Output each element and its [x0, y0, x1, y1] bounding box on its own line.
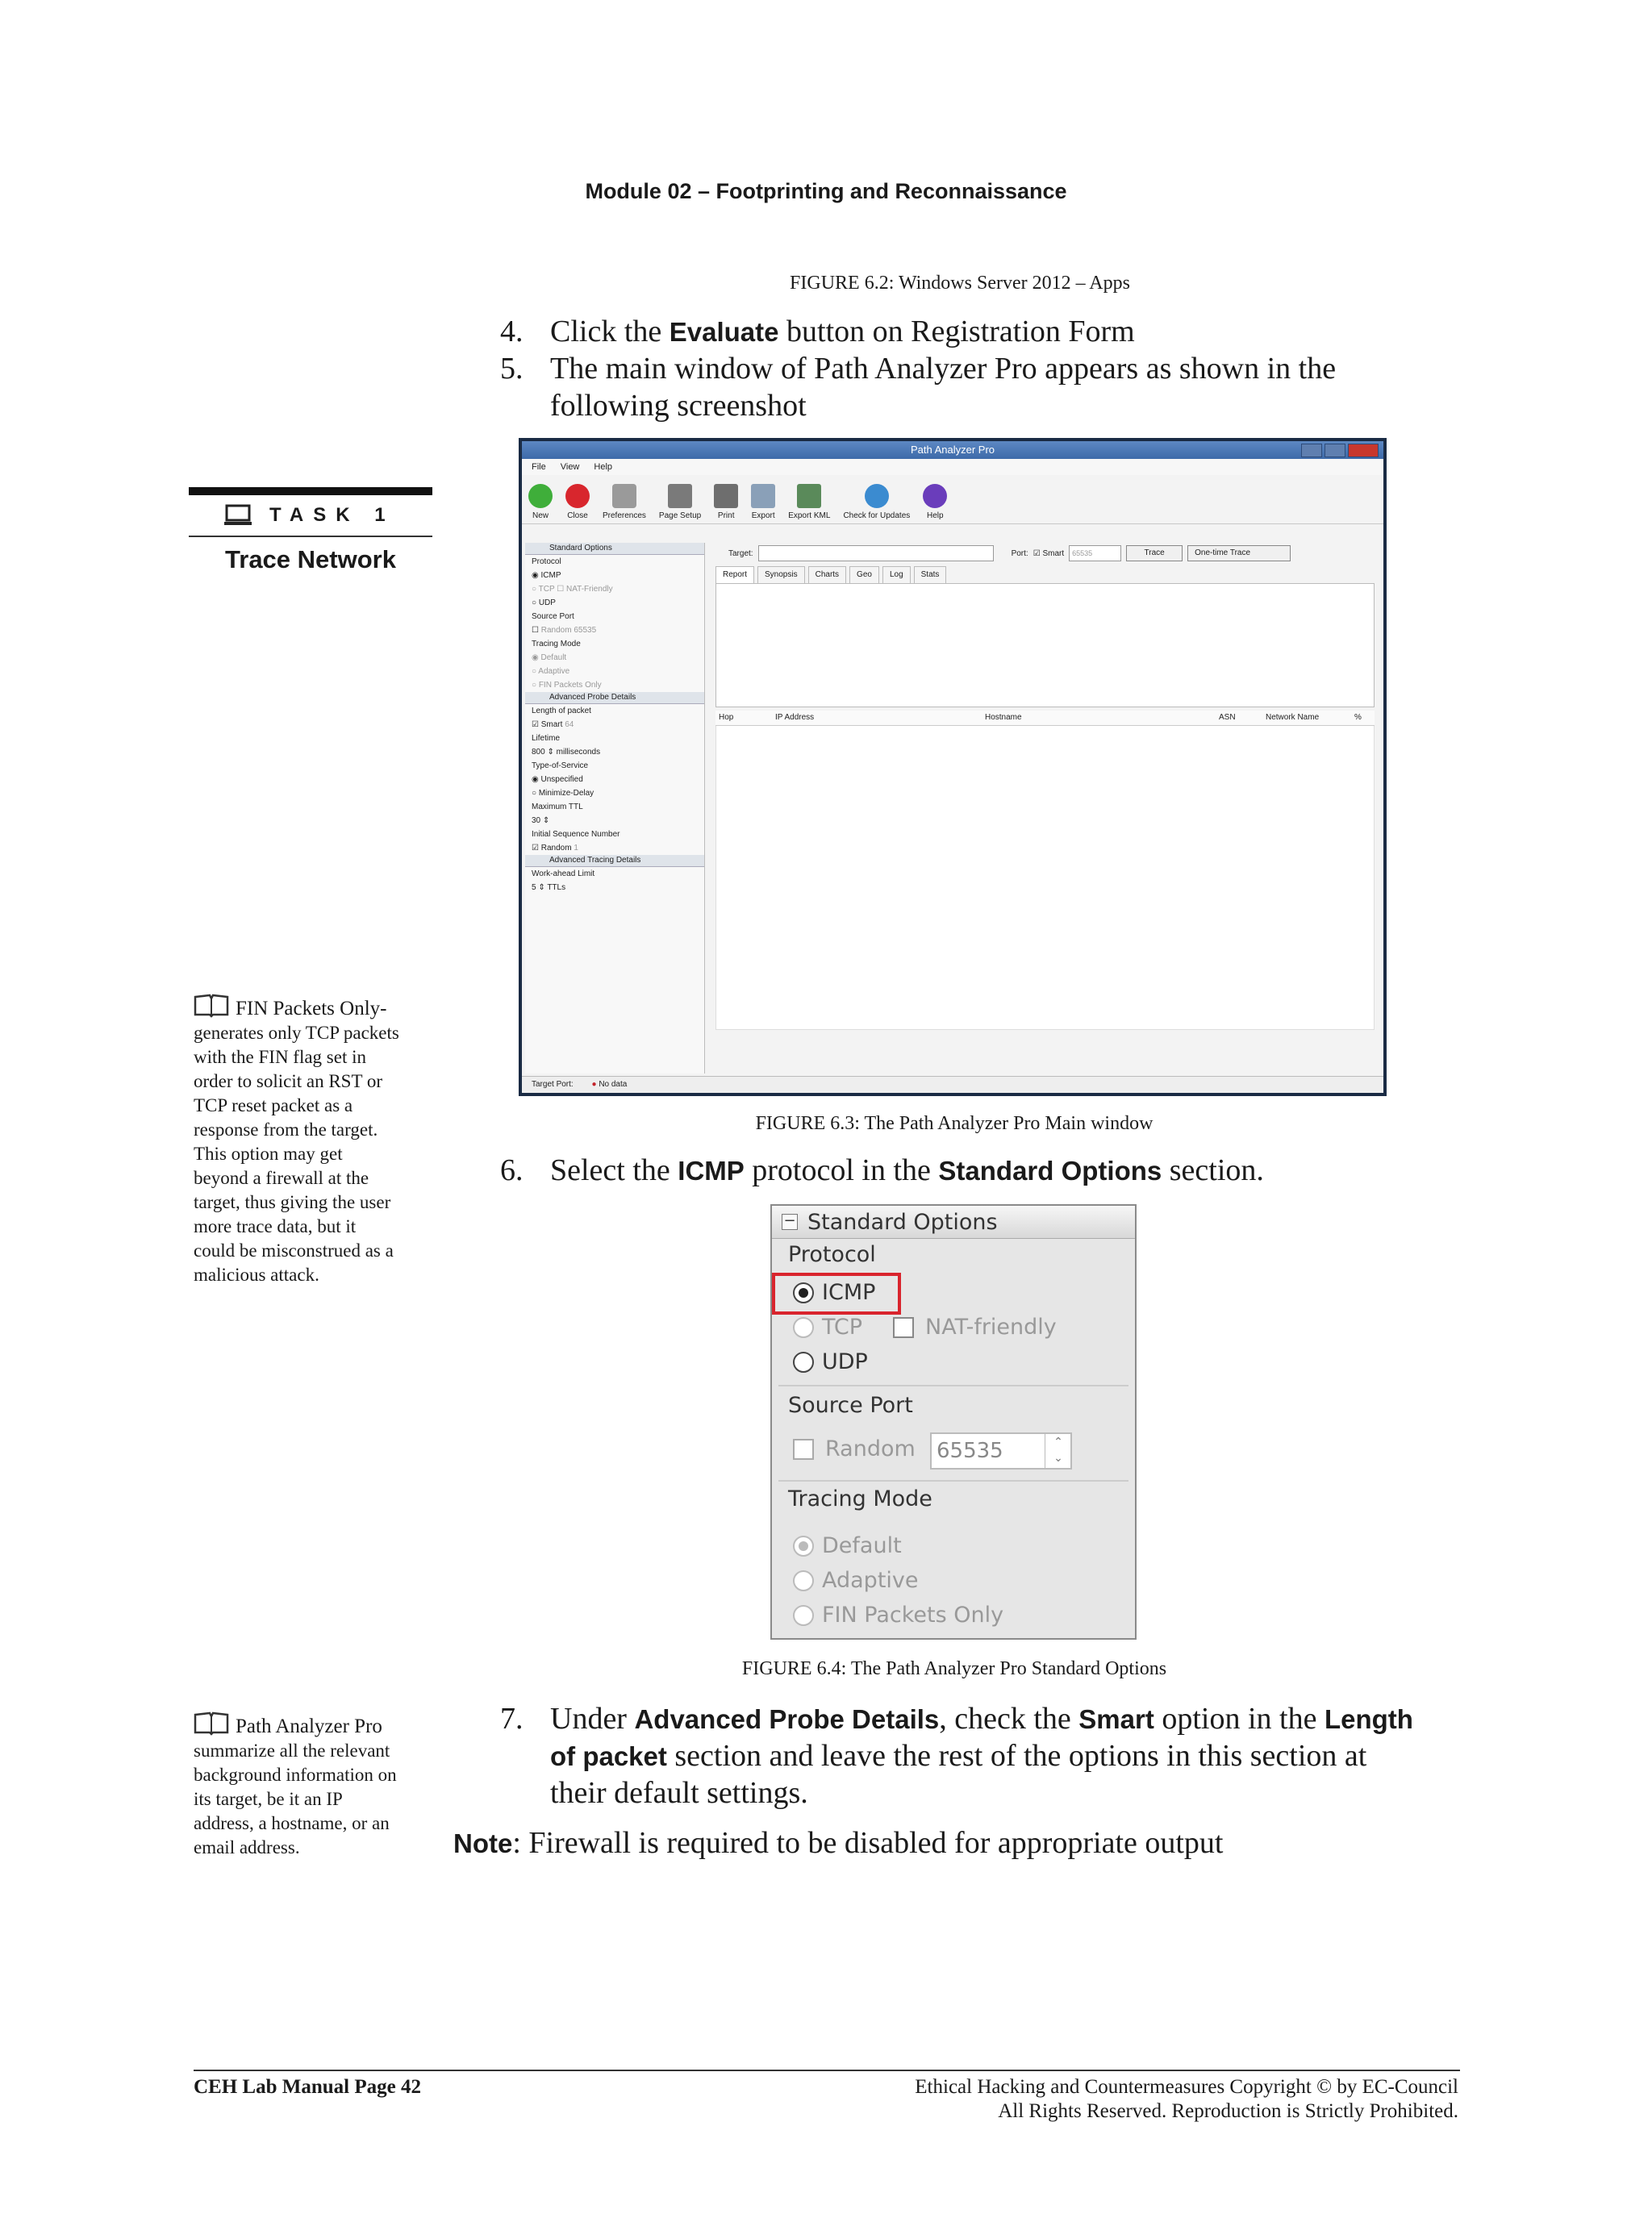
path-note-lead: Path Analyzer Pro	[236, 1716, 382, 1737]
fin-note-line: This option may get	[194, 1144, 343, 1164]
toolbar-label: Page Setup	[658, 511, 702, 520]
step-5-number: 5.	[500, 352, 524, 386]
advanced-tracing-group[interactable]: Advanced Tracing Details	[525, 855, 704, 867]
advanced-probe-keyword: Advanced Probe Details	[634, 1704, 940, 1734]
menu-help[interactable]: Help	[594, 462, 613, 472]
figure-6-3-caption: FIGURE 6.3: The Path Analyzer Pro Main window	[755, 1113, 1153, 1134]
col-asn[interactable]: ASN	[1219, 713, 1236, 722]
checkbox-icon	[793, 1439, 814, 1460]
fin-note-line: target, thus giving the user	[194, 1192, 391, 1212]
step-4	[500, 313, 1468, 350]
figure-6-4-caption: FIGURE 6.4: The Path Analyzer Pro Standard Options	[741, 1658, 1167, 1679]
step-5-line-1: The main window of Path Analyzer Pro appears as shown in the	[550, 352, 1337, 386]
udp-radio[interactable]: UDP	[793, 1349, 868, 1374]
toolbar-label: Close	[567, 511, 588, 520]
toolbar-label: New	[532, 511, 549, 520]
standard-options-keyword: Standard Options	[938, 1156, 1162, 1186]
help-icon	[923, 484, 947, 508]
step-7-number: 7.	[500, 1702, 524, 1736]
adaptive-mode-option[interactable]: ○ Adaptive	[532, 667, 570, 676]
results-pane	[712, 543, 1378, 1074]
preferences-button[interactable]	[603, 484, 646, 523]
port-spinner-icon[interactable]: ⌃ ⌄	[1045, 1434, 1071, 1468]
adaptive-radio[interactable]: Adaptive	[793, 1568, 919, 1593]
report-tabs	[712, 564, 1378, 583]
fin-note-line: generates only TCP packets	[194, 1023, 399, 1043]
kml-icon	[797, 484, 821, 508]
plus-icon	[528, 484, 553, 508]
tracing-mode-label: Tracing Mode	[532, 640, 581, 648]
new-button[interactable]	[528, 484, 553, 523]
status-bar	[522, 1076, 1383, 1093]
step-7-line-2: section and leave the rest of the options in this section at	[666, 1739, 1367, 1773]
hop-table-header	[715, 711, 1375, 726]
path-analyzer-main-window	[519, 438, 1387, 1096]
step-5	[500, 350, 1468, 424]
step-4-number: 4.	[500, 315, 524, 348]
section-divider	[778, 1480, 1128, 1482]
col-percent[interactable]: %	[1354, 713, 1362, 722]
globe-icon	[865, 484, 889, 508]
step-6-number: 6.	[500, 1153, 524, 1187]
page-setup-icon	[668, 484, 692, 508]
path-note-line: address, a hostname, or an	[194, 1813, 390, 1833]
footer-rule	[194, 2070, 1460, 2071]
icmp-option[interactable]: ◉ ICMP	[532, 571, 561, 580]
export-button[interactable]	[751, 484, 775, 523]
report-area	[715, 583, 1375, 707]
status-no-data: No data	[599, 1080, 628, 1089]
standard-options-group[interactable]: Standard Options	[525, 543, 704, 555]
note-text: : Firewall is required to be disabled for appropriate output	[512, 1826, 1224, 1860]
fin-note-line: more trace data, but it	[194, 1216, 357, 1236]
toolbar-label: Check for Updates	[843, 511, 911, 520]
lifetime-label: Lifetime	[532, 734, 561, 743]
target-label: Target:	[728, 548, 753, 558]
toolbar-label: Preferences	[603, 511, 646, 520]
source-port-label: Source Port	[532, 612, 574, 621]
status-target-port: Target Port:	[532, 1080, 574, 1089]
radio-icon	[793, 1317, 814, 1338]
default-radio[interactable]: Default	[793, 1533, 902, 1558]
page-setup-button[interactable]	[659, 484, 701, 523]
step-6-post: section.	[1162, 1153, 1264, 1187]
footer-left: CEH Lab Manual Page 42	[194, 2076, 421, 2098]
max-ttl-field[interactable]: 30 ⇕	[532, 816, 550, 825]
length-label: Length of packet	[532, 707, 591, 715]
close-button[interactable]	[565, 484, 590, 523]
icmp-radio[interactable]: ICMP	[793, 1280, 875, 1305]
export-icon	[751, 484, 775, 508]
toolbar-label: Export KML	[788, 511, 831, 520]
menu-file[interactable]: File	[532, 462, 546, 472]
port-field[interactable]: 65535	[1069, 545, 1121, 561]
app-toolbar	[522, 475, 1383, 524]
tos-label: Type-of-Service	[532, 761, 589, 770]
fin-note-line: beyond a firewall at the	[194, 1168, 369, 1188]
col-hop[interactable]: Hop	[719, 713, 734, 722]
app-titlebar	[522, 441, 1383, 459]
step-7-mid-2: option in the	[1153, 1702, 1325, 1736]
toolbar-label: Help	[926, 511, 944, 520]
step-7	[500, 1700, 1549, 1812]
note-label: Note	[453, 1828, 513, 1858]
port-smart-checkbox[interactable]: ☑ Smart	[1032, 548, 1065, 558]
col-network-name[interactable]: Network Name	[1266, 713, 1320, 722]
lifetime-field[interactable]: 800 ⇕ milliseconds	[532, 748, 601, 757]
standard-options-title: Standard Options	[807, 1209, 998, 1235]
tcp-radio[interactable]: TCP	[793, 1315, 862, 1340]
seq-random-option[interactable]: ☑ Random 1	[532, 844, 578, 853]
init-seq-label: Initial Sequence Number	[532, 830, 620, 839]
printer-icon	[714, 484, 738, 508]
icmp-highlight-box	[772, 1273, 901, 1315]
step-5-line-2: following screenshot	[550, 389, 807, 423]
toolbar-label: Export	[751, 511, 775, 520]
target-row	[712, 543, 1378, 564]
footer-copyright: Ethical Hacking and Countermeasures Copyright © by EC-Council	[915, 2076, 1458, 2098]
export-kml-button[interactable]	[788, 484, 830, 523]
fin-note-line: TCP reset packet as a	[194, 1095, 353, 1115]
min-delay-option[interactable]: ○ Minimize-Delay	[532, 789, 594, 798]
step-4-pre: Click the	[550, 315, 670, 348]
tab-stats[interactable]: Stats	[914, 566, 947, 583]
menu-view[interactable]: View	[560, 462, 580, 472]
source-port-heading: Source Port	[788, 1393, 913, 1418]
app-title: Path Analyzer Pro	[910, 444, 995, 456]
udp-option[interactable]: ○ UDP	[532, 598, 556, 607]
port-label: Port:	[1011, 548, 1028, 558]
smart-option[interactable]: ☑ Smart 64	[532, 720, 574, 729]
step-7-pre: Under	[550, 1702, 635, 1736]
maximize-button[interactable]	[1325, 444, 1345, 457]
fin-note-line: with the FIN flag set in	[194, 1047, 366, 1067]
step-7-line-3: their default settings.	[550, 1776, 808, 1810]
step-6-mid: protocol in the	[744, 1153, 939, 1187]
book-icon	[194, 994, 229, 1018]
standard-options-panel	[770, 1204, 1137, 1640]
firewall-note	[453, 1824, 1502, 1862]
fin-note-line: could be misconstrued as a	[194, 1240, 394, 1261]
protocol-label: Protocol	[532, 557, 561, 566]
path-note-line: email address.	[194, 1837, 300, 1857]
gear-icon	[612, 484, 636, 508]
close-window-button[interactable]	[1348, 444, 1379, 457]
task-label: TASK 1	[269, 504, 395, 526]
help-button[interactable]	[923, 484, 947, 523]
standard-options-header[interactable]	[772, 1206, 1135, 1239]
random-port-option[interactable]: ☐ Random 65535	[532, 626, 597, 635]
of-packet-keyword: of packet	[550, 1741, 667, 1771]
fin-packets-radio[interactable]: FIN Packets Only	[793, 1603, 1003, 1628]
figure-6-2-caption: FIGURE 6.2: Windows Server 2012 – Apps	[790, 273, 1130, 294]
max-ttl-label: Maximum TTL	[532, 803, 583, 811]
check-updates-button[interactable]	[843, 484, 910, 523]
menu-bar	[522, 459, 1383, 475]
fin-note-line: response from the target.	[194, 1119, 378, 1140]
tab-charts[interactable]: Charts	[808, 566, 846, 583]
options-pane	[525, 543, 705, 1074]
step-7-mid-1: , check the	[939, 1702, 1079, 1736]
step-4-post: button on Registration Form	[778, 315, 1135, 348]
path-note-line: background information on	[194, 1765, 397, 1785]
section-divider	[778, 1385, 1128, 1386]
tcp-option[interactable]: ○ TCP ☐ NAT-Friendly	[532, 585, 613, 594]
length-keyword: Length	[1324, 1704, 1413, 1734]
tab-synopsis[interactable]: Synopsis	[757, 566, 805, 583]
target-input[interactable]	[758, 545, 994, 561]
col-ip-address[interactable]: IP Address	[775, 713, 815, 722]
step-6	[500, 1152, 1549, 1189]
task-bar	[189, 487, 432, 495]
protocol-heading: Protocol	[788, 1242, 876, 1267]
path-analyzer-note	[194, 1711, 436, 1860]
task-box	[189, 487, 432, 574]
fin-packets-note	[194, 994, 436, 1287]
nat-friendly-checkbox[interactable]: NAT-friendly	[893, 1315, 1057, 1340]
radio-selected-icon	[793, 1536, 814, 1557]
book-icon	[194, 1711, 229, 1736]
radio-icon	[793, 1605, 814, 1626]
collapse-icon[interactable]: −	[782, 1214, 798, 1230]
smart-keyword: Smart	[1078, 1704, 1154, 1734]
tracing-mode-heading: Tracing Mode	[788, 1486, 932, 1511]
hop-table	[715, 726, 1375, 1030]
print-button[interactable]	[714, 484, 738, 523]
computer-icon	[224, 504, 252, 527]
default-mode-option[interactable]: ◉ Default	[532, 653, 567, 662]
path-note-line: its target, be it an IP	[194, 1789, 343, 1809]
fin-note-lead: FIN Packets Only-	[236, 998, 387, 1019]
trace-button[interactable]: Trace	[1126, 545, 1183, 561]
tab-report[interactable]: Report	[715, 566, 754, 583]
step-6-pre: Select the	[550, 1153, 678, 1187]
advanced-probe-group[interactable]: Advanced Probe Details	[525, 692, 704, 704]
radio-icon	[793, 1352, 814, 1373]
tab-log[interactable]: Log	[882, 566, 911, 583]
source-port-field[interactable]: 65535	[930, 1432, 1072, 1470]
col-hostname[interactable]: Hostname	[985, 713, 1022, 722]
checkbox-icon	[893, 1317, 914, 1338]
path-note-line: summarize all the relevant	[194, 1741, 390, 1761]
toolbar-label: Print	[717, 511, 735, 520]
evaluate-keyword: Evaluate	[669, 317, 779, 347]
one-time-trace-select[interactable]: One-time Trace	[1187, 545, 1291, 561]
fin-note-line: order to solicit an RST or	[194, 1071, 383, 1091]
minimize-button[interactable]	[1301, 444, 1322, 457]
random-checkbox[interactable]: Random	[793, 1436, 916, 1461]
fin-note-line: malicious attack.	[194, 1265, 319, 1285]
module-header: Module 02 – Footprinting and Reconnaissance	[585, 179, 1067, 203]
footer-rights: All Rights Reserved. Reproduction is Strictly Prohibited.	[998, 2100, 1458, 2122]
status-dot-icon: ●	[591, 1080, 597, 1089]
radio-icon	[793, 1570, 814, 1591]
icmp-keyword: ICMP	[678, 1156, 745, 1186]
tab-geo[interactable]: Geo	[849, 566, 879, 583]
task-title: Trace Network	[225, 545, 396, 573]
minus-icon	[565, 484, 590, 508]
fin-mode-option[interactable]: ○ FIN Packets Only	[532, 681, 602, 690]
workahead-label: Work-ahead Limit	[532, 869, 595, 878]
workahead-field[interactable]: 5 ⇕ TTLs	[532, 883, 566, 892]
unspecified-option[interactable]: ◉ Unspecified	[532, 775, 583, 784]
